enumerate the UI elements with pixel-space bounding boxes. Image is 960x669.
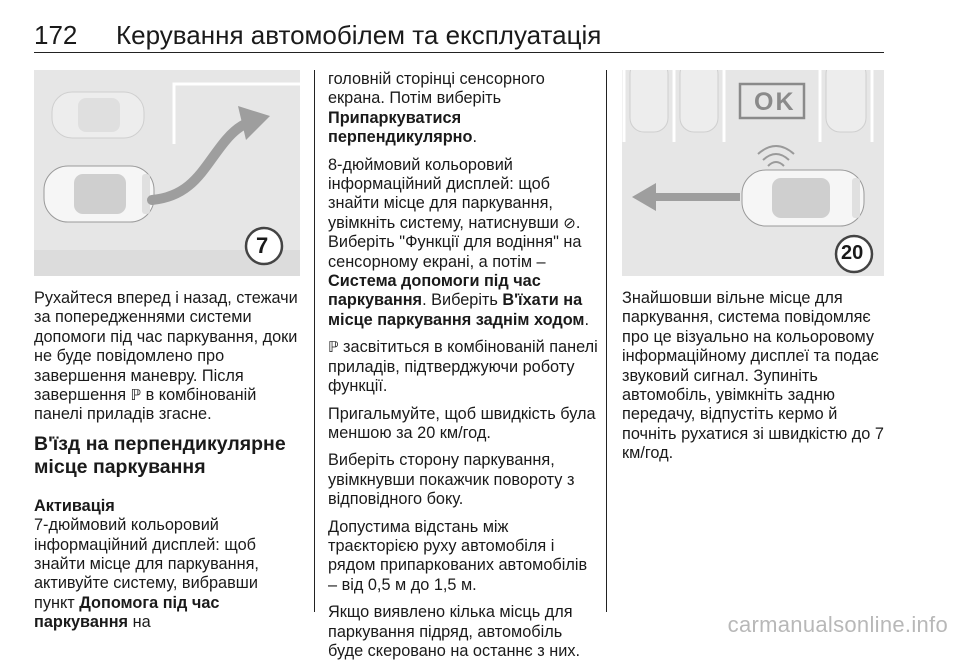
figure-perpendicular-parking [622, 70, 884, 276]
paragraph: Якщо виявлено кілька місць для паркування підряд, автомобіль буде скеровано на останнє з них. [328, 603, 580, 660]
paragraph-text: в комбінованій панелі приладів згасне. [34, 386, 257, 424]
park-button-icon: ⊘ [563, 214, 576, 232]
column-1 [34, 289, 302, 633]
paragraph [34, 497, 302, 633]
page-header [34, 16, 884, 53]
paragraph-text: на [128, 613, 151, 632]
menu-option-text: Система допомоги під час паркування [328, 272, 541, 310]
page-number: 172 [34, 20, 78, 50]
menu-option-text: Допомога під час паркування [34, 593, 220, 632]
paragraph-text: . [472, 128, 477, 147]
figure-parking-exit [34, 70, 300, 276]
paragraph-text: . Виберіть "Функції для водіння" на сенсорному екрані, а потім – [328, 213, 582, 271]
paragraph: Знайшовши вільне місце для паркування, система повідомляє про це візуально на кольоровому інформаційному дисплеї та подає звуковий сигнал. Зупиніть автомобіль, увімкніть задню передачу, відпустіть кермо й почніть рухатися зі швидкістю до 7 км/год. [622, 289, 884, 463]
paragraph-text: . [584, 310, 589, 329]
maneuvering-car-shape [44, 166, 154, 222]
paragraph [328, 338, 600, 396]
column-divider-right [606, 70, 607, 612]
parking-assist-icon: ℙ [328, 339, 339, 357]
searching-car-shape [742, 170, 864, 226]
watermark: carmanualsonline.info [727, 612, 948, 637]
paragraph [34, 289, 302, 425]
paragraph-text: головній сторінці сенсорного екрана. Потім виберіть [328, 70, 545, 108]
chapter-title: Керування автомобілем та експлуатація [116, 20, 602, 50]
menu-option-text: В'їхати на місце паркування заднім ходом [328, 291, 585, 329]
paragraph [328, 70, 600, 148]
ok-sign-text: OK [754, 88, 796, 116]
paragraph: Виберіть сторону паркування, увімкнувши покажчик повороту з відповідного боку. [328, 451, 575, 509]
paragraph: Допустима відстань між траєкторією руху автомобіля і рядом припаркованих автомобілів – від 0,5 м до 1,5 м. [328, 517, 588, 594]
paragraph [328, 156, 600, 331]
column-2 [328, 70, 600, 669]
paragraph-text: 7-дюймовий кольоровий інформаційний дисплей: щоб знайти місце для паркування, активуйте систему, вибравши пункт [34, 516, 259, 612]
column-divider-left [314, 70, 315, 612]
paragraph-text: . Виберіть [422, 291, 503, 310]
parked-car-shape [52, 92, 144, 138]
parking-assist-icon: ℙ [130, 387, 142, 405]
figure-number-badge: 7 [256, 233, 269, 258]
column-3 [622, 289, 884, 472]
paragraph-text: Рухайтеся вперед і назад, стежачи за попередженнями системи допомоги під час паркування, доки не буде повідомлено про завершення маневру. Після завершення [34, 289, 298, 405]
section-heading: В'їзд на перпендикулярне місце паркування [34, 432, 286, 478]
subsection-heading: Активація [34, 496, 115, 515]
paragraph-text: засвітиться в комбінованій панелі приладів, підтверджуючи роботу функції. [328, 338, 598, 396]
paragraph-text: 8-дюймовий кольоровий інформаційний дисплей: щоб знайти місце для паркування, увімкніть систему, натиснувши [328, 155, 564, 232]
figure-number-badge: 20 [841, 242, 864, 264]
paragraph: Пригальмуйте, щоб швидкість була меншою за 20 км/год. [328, 404, 596, 442]
menu-option-text: Припаркуватися перпендикулярно [328, 108, 473, 147]
